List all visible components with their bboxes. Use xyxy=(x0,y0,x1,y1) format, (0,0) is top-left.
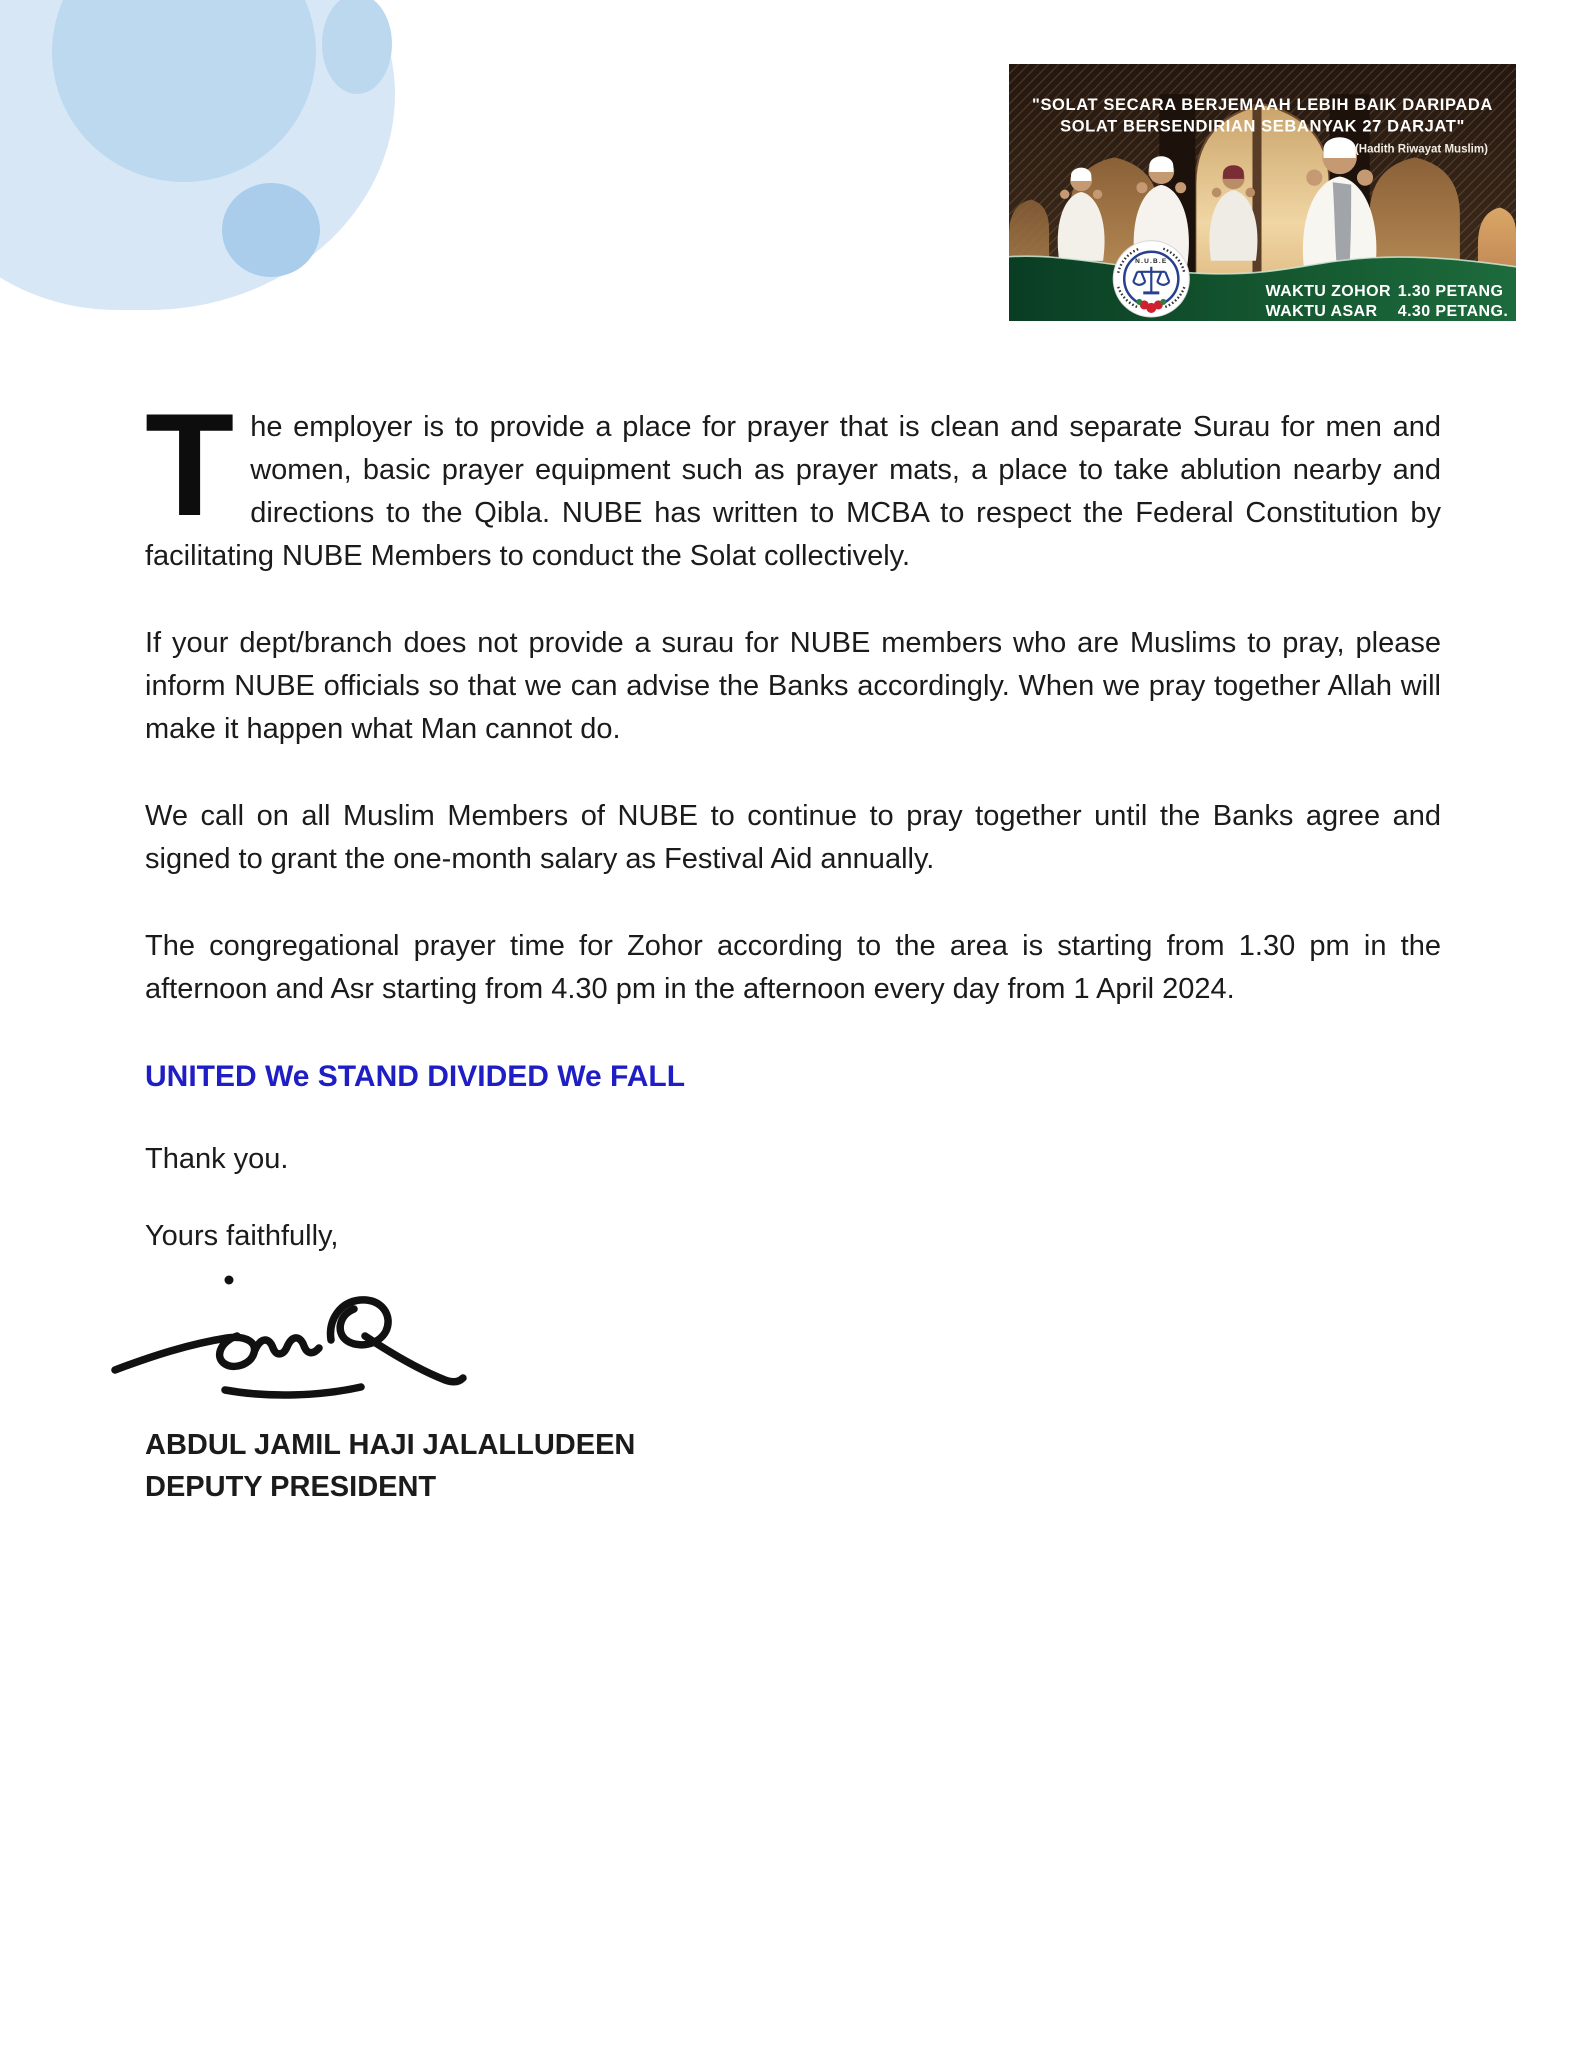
prayer-time-label-zohor: WAKTU ZOHOR xyxy=(1265,281,1391,300)
signatory-block xyxy=(145,1424,1441,1508)
prayer-time-value-asar: 4.30 PETANG. xyxy=(1397,301,1509,320)
paragraph-surau: If your dept/branch does not provide a surau for NUBE members who are Muslims to pray, please inform NUBE officials so that we can advise the Banks accordingly. When we pray together Allah will make it happen what Man cannot do. xyxy=(145,627,1441,745)
watercolor-small-shape xyxy=(222,183,320,277)
nube-logo xyxy=(1113,241,1189,317)
prayer-time-label-asar: WAKTU ASAR xyxy=(1265,301,1378,320)
paragraph-employer xyxy=(145,383,1441,578)
paragraph-call: We call on all Muslim Members of NUBE to continue to pray together until the Banks agree and signed to grant the one-month salary as Festival Aid annually. xyxy=(145,800,1441,875)
poster-quote-line2: SOLAT BERSENDIRIAN SEBANYAK 27 DARJAT" xyxy=(1060,116,1465,136)
prayer-poster-image xyxy=(1009,64,1516,321)
thank-you-line: Thank you. xyxy=(145,1143,289,1175)
signatory-name: ABDUL JAMIL HAJI JALALLUDEEN xyxy=(145,1429,636,1461)
dropcap-T: T xyxy=(145,383,235,546)
closing-line: Yours faithfully, xyxy=(145,1220,339,1252)
nube-logo-text: N.U.B.E xyxy=(1135,257,1168,265)
prayer-time-value-zohor: 1.30 PETANG xyxy=(1397,281,1504,300)
signature xyxy=(107,1264,1441,1402)
paragraph-employer-text: he employer is to provide a place for prayer that is clean and separate Surau for men and women, basic prayer equipment such as prayer mats, a place to take ablution nearby and directions to the Qibla. NUBE has written to MCBA to respect the Federal Constitution by facilitating NUBE Members to conduct the Solat collectively. xyxy=(145,411,1441,572)
slogan-line: UNITED We STAND DIVIDED We FALL xyxy=(145,1060,686,1093)
signature-graphic xyxy=(107,1264,537,1402)
paragraph-times: The congregational prayer time for Zohor according to the area is starting from 1.30 pm in the afternoon and Asr starting from 4.30 pm in the afternoon every day from 1 April 2024. xyxy=(145,930,1441,1005)
letter-body xyxy=(145,383,1441,1508)
poster-attribution: (Hadith Riwayat Muslim) xyxy=(1354,143,1488,156)
poster-quote-line1: "SOLAT SECARA BERJEMAAH LEBIH BAIK DARIPADA xyxy=(1032,95,1493,115)
signatory-title: DEPUTY PRESIDENT xyxy=(145,1471,437,1503)
prayer-poster-graphic xyxy=(1009,64,1516,321)
